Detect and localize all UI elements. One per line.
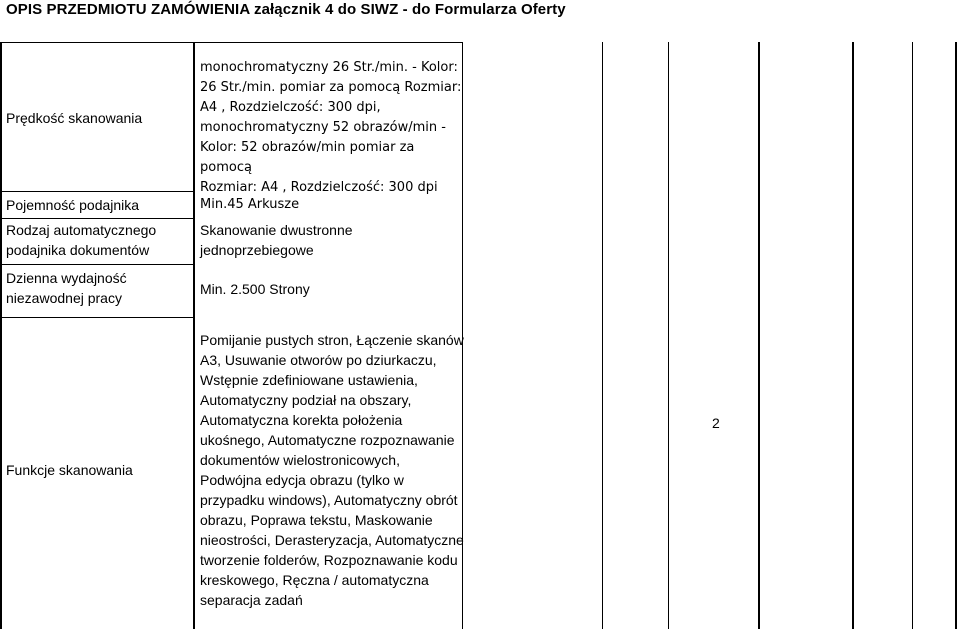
text-line: A3, Usuwanie otworów po dziurkaczu,: [200, 352, 437, 368]
document-header: OPIS PRZEDMIOTU ZAMÓWIENIA załącznik 4 do SIWZ - do Formularza Oferty: [6, 1, 566, 18]
row-line-2: [0, 218, 195, 219]
text-line: kreskowego, Ręczna / automatyczna: [200, 572, 429, 588]
row-value-feeder-type: [200, 220, 470, 260]
row-line-top-mid: [195, 42, 463, 43]
row-value-daily-duty: Min. 2.500 Strony: [200, 281, 310, 297]
text-line: Kolor: 52 obrazów/min pomiar za pomocą: [200, 140, 415, 175]
col-line-5: [758, 42, 760, 629]
text-line: Automatyczny podział na obszary,: [200, 392, 412, 408]
text-line: jednoprzebiegowe: [200, 242, 314, 258]
col-line-1: [193, 42, 195, 629]
text-line: separacja zadań: [200, 592, 303, 608]
text-line: Rodzaj automatycznego: [6, 222, 157, 238]
text-line: ukośnego, Automatyczne rozpoznawanie: [200, 432, 455, 448]
text-line: Podwójna edycja obrazu (tylko w: [200, 472, 404, 488]
row-label-scan-functions: Funkcje skanowania: [6, 462, 133, 478]
text-line: niezawodnej pracy: [6, 290, 122, 306]
text-line: 26 Str./min. pomiar za pomocą Rozmiar:: [200, 80, 462, 95]
text-line: A4 , Rozdzielczość: 300 dpi,: [200, 100, 381, 115]
text-line: tworzenie folderów, Rozpoznawanie kodu: [200, 552, 458, 568]
text-line: obrazu, Poprawa tekstu, Maskowanie: [200, 512, 433, 528]
row-label-scan-speed: Prędkość skanowania: [6, 110, 143, 126]
col-line-4: [668, 42, 669, 629]
quantity-value: 2: [712, 415, 720, 431]
row-line-1: [0, 191, 195, 192]
row-line-top: [0, 42, 195, 43]
row-value-scan-functions: [200, 330, 470, 610]
row-label-feeder-type: [6, 220, 192, 260]
row-value-feeder-capacity: Min.45 Arkusze: [200, 197, 300, 212]
col-line-3: [602, 42, 603, 629]
col-line-6: [852, 42, 854, 629]
text-line: Wstępnie zdefiniowane ustawienia,: [200, 372, 418, 388]
text-line: Skanowanie dwustronne: [200, 222, 353, 238]
text-line: nieostrości, Derasteryzacja, Automatyczne: [200, 532, 464, 548]
row-line-4: [0, 317, 195, 318]
text-line: monochromatyczny 52 obrazów/min -: [200, 120, 446, 135]
row-value-scan-speed: [200, 58, 470, 198]
text-line: monochromatyczny 26 Str./min. - Kolor:: [200, 60, 458, 75]
row-label-feeder-capacity: Pojemność podajnika: [6, 197, 140, 213]
text-line: Pomijanie pustych stron, Łączenie skanów: [200, 332, 464, 348]
row-label-daily-duty: [6, 268, 192, 308]
col-line-8: [955, 42, 957, 629]
row-line-3: [0, 264, 195, 265]
text-line: przypadku windows), Automatyczny obrót: [200, 492, 458, 508]
text-line: podajnika dokumentów: [6, 242, 150, 258]
text-line: Rozmiar: A4 , Rozdzielczość: 300 dpi: [200, 180, 438, 195]
col-line-left: [0, 42, 2, 629]
text-line: Dzienna wydajność: [6, 270, 127, 286]
col-line-7: [912, 42, 913, 629]
text-line: dokumentów wielostronicowych,: [200, 452, 400, 468]
text-line: Automatyczna korekta położenia: [200, 412, 403, 428]
